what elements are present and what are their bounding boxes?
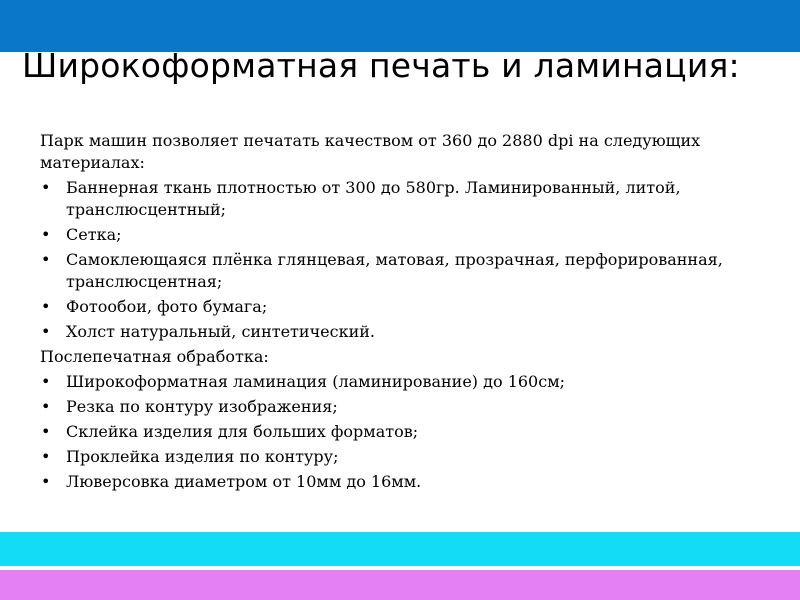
list-item-text: Холст натуральный, синтетический. <box>66 322 375 341</box>
list-item <box>40 471 770 493</box>
list-item <box>40 396 770 418</box>
intro-paragraph: Парк машин позволяет печатать качеством от 360 до 2880 dpi на следующих материалах: <box>40 131 701 172</box>
bullet-icon: • <box>41 447 51 466</box>
list-item <box>40 321 770 343</box>
list-item-text: Сетка; <box>66 225 122 244</box>
bullet-icon: • <box>41 472 51 491</box>
bottom-cyan-band <box>0 532 800 566</box>
bottom-magenta-band <box>0 570 800 600</box>
list-item <box>40 177 770 221</box>
list-item-text: Самоклеющаяся плёнка глянцевая, матовая, прозрачная, перфорированная, транслюсцентная; <box>66 250 723 291</box>
slide-body <box>40 130 770 496</box>
bullet-icon: • <box>41 322 51 341</box>
bullet-icon: • <box>41 297 51 316</box>
list-item-text: Склейка изделия для больших форматов; <box>66 422 419 441</box>
list-item-text: Баннерная ткань плотностью от 300 до 580гр. Ламинированный, литой, транслюсцентный; <box>66 178 681 219</box>
list-item-text: Проклейка изделия по контуру; <box>66 447 339 466</box>
list-item-text: Резка по контуру изображения; <box>66 397 338 416</box>
bullet-icon: • <box>41 225 51 244</box>
top-color-band <box>0 0 800 52</box>
bullet-icon: • <box>41 178 51 197</box>
list-item <box>40 421 770 443</box>
list-item <box>40 371 770 393</box>
list-item <box>40 224 770 246</box>
bullet-icon: • <box>41 372 51 391</box>
list-item-text: Широкоформатная ламинация (ламинирование) до 160см; <box>66 372 566 391</box>
list-item <box>40 296 770 318</box>
bullet-icon: • <box>41 250 51 269</box>
list-item <box>40 249 770 293</box>
materials-list <box>40 177 770 343</box>
post-processing-list <box>40 371 770 493</box>
list-item-text: Люверсовка диаметром от 10мм до 16мм. <box>66 472 422 491</box>
post-processing-heading: Послепечатная обработка: <box>40 347 269 366</box>
bullet-icon: • <box>41 397 51 416</box>
slide-title: Широкоформатная печать и ламинация: <box>22 46 740 85</box>
list-item-text: Фотообои, фото бумага; <box>66 297 268 316</box>
list-item <box>40 446 770 468</box>
bullet-icon: • <box>41 422 51 441</box>
